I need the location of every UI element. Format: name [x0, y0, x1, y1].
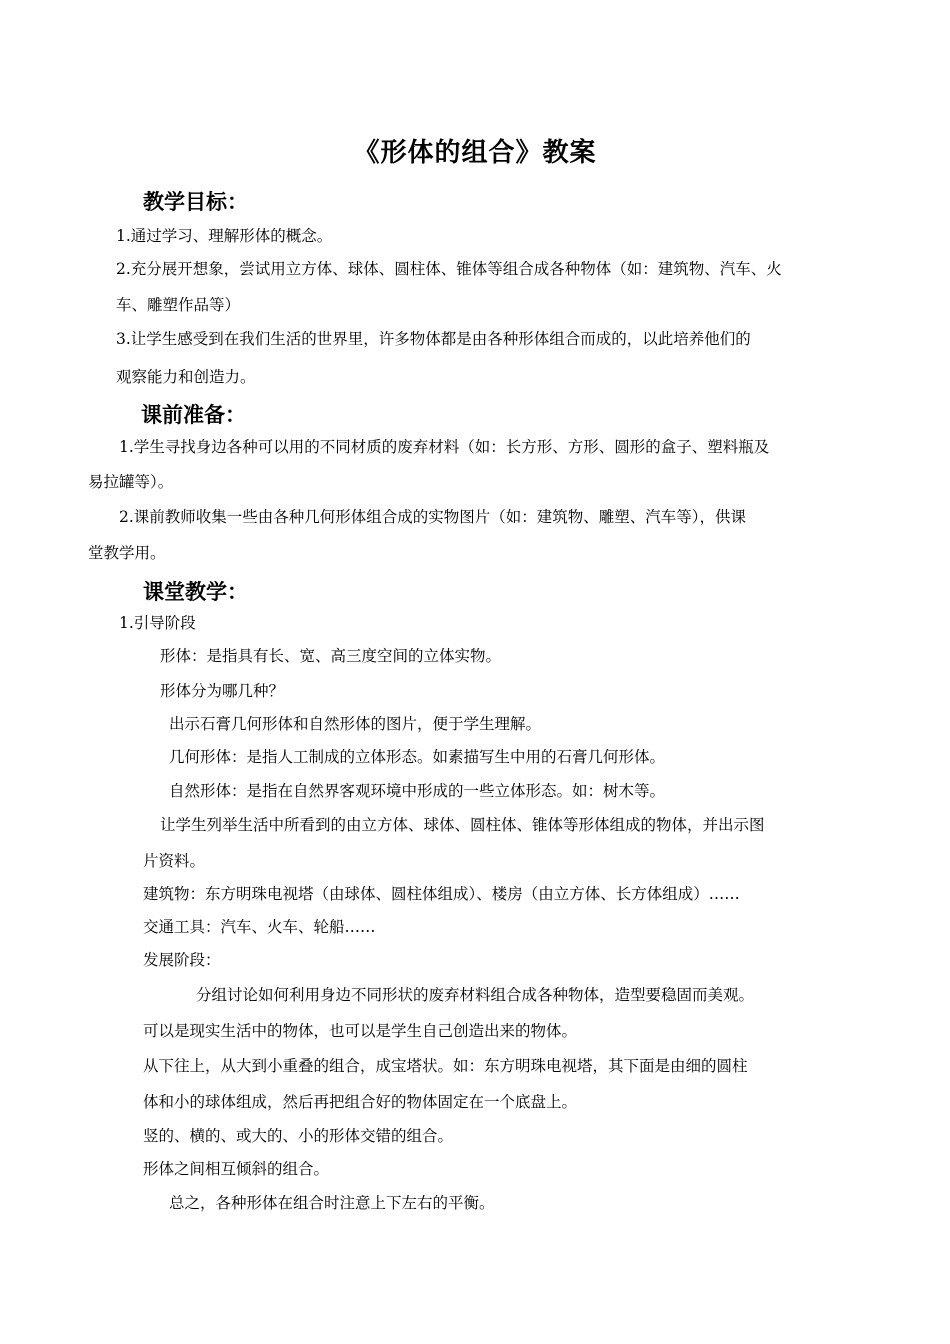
- objectives-heading: 教学目标：: [143, 190, 248, 214]
- preparation-heading: 课前准备：: [141, 403, 246, 427]
- objective-line: 3.让学生感受到在我们生活的世界里，许多物体都是由各种形体组合而成的，以此培养他们的: [116, 330, 751, 348]
- teaching-line: 总之，各种形体在组合时注意上下左右的平衡。: [169, 1194, 495, 1212]
- objective-line: 2.充分展开想象，尝试用立方体、球体、圆柱体、锥体等组合成各种物体（如：建筑物、汽车、火: [116, 260, 782, 278]
- teaching-line: 形体之间相互倾斜的组合。: [143, 1160, 330, 1178]
- preparation-line: 易拉罐等）。: [88, 473, 174, 491]
- preparation-line: 2.课前教师收集一些由各种几何形体组合成的实物图片（如：建筑物、雕塑、汽车等），供课: [119, 508, 747, 526]
- teaching-line: 让学生列举生活中所看到的由立方体、球体、圆柱体、锥体等形体组成的物体，并出示图: [160, 816, 765, 834]
- teaching-line: 分组讨论如何利用身边不同形状的废弃材料组合成各种物体，造型要稳固而美观。: [196, 986, 755, 1004]
- teaching-line: 形体分为哪几种？: [160, 682, 285, 700]
- document-title: 《形体的组合》教案: [353, 138, 597, 168]
- teaching-line: 可以是现实生活中的物体，也可以是学生自己创造出来的物体。: [143, 1022, 578, 1040]
- teaching-line: 自然形体：是指在自然界客观环境中形成的一些立体形态。如：树木等。: [169, 782, 666, 800]
- teaching-line: 建筑物：东方明珠电视塔（由球体、圆柱体组成）、楼房（由立方体、长方体组成）……: [143, 885, 740, 903]
- objective-line: 观察能力和创造力。: [116, 368, 256, 386]
- teaching-heading: 课堂教学：: [143, 580, 248, 604]
- preparation-line: 1.学生寻找身边各种可以用的不同材质的废弃材料（如：长方形、方形、圆形的盒子、塑料瓶及: [119, 438, 770, 456]
- teaching-line: 从下往上，从大到小重叠的组合，成宝塔状。如：东方明珠电视塔，其下面是由细的圆柱: [143, 1057, 748, 1075]
- teaching-line: 竖的、横的、或大的、小的形体交错的组合。: [143, 1127, 454, 1145]
- teaching-line: 片资料。: [143, 852, 206, 870]
- teaching-line: 几何形体：是指人工制成的立体形态。如素描写生中用的石膏几何形体。: [169, 748, 666, 766]
- teaching-line: 交通工具：汽车、火车、轮船……: [143, 918, 376, 936]
- objective-line: 1.通过学习、理解形体的概念。: [116, 227, 333, 245]
- teaching-line: 1.引导阶段: [119, 614, 196, 632]
- teaching-line: 形体：是指具有长、宽、高三度空间的立体实物。: [160, 647, 502, 665]
- preparation-line: 堂教学用。: [88, 544, 166, 562]
- teaching-line: 体和小的球体组成，然后再把组合好的物体固定在一个底盘上。: [143, 1093, 578, 1111]
- objective-line: 车、雕塑作品等）: [116, 296, 241, 314]
- teaching-line: 出示石膏几何形体和自然形体的图片，便于学生理解。: [169, 715, 542, 733]
- teaching-line: 发展阶段：: [143, 951, 221, 969]
